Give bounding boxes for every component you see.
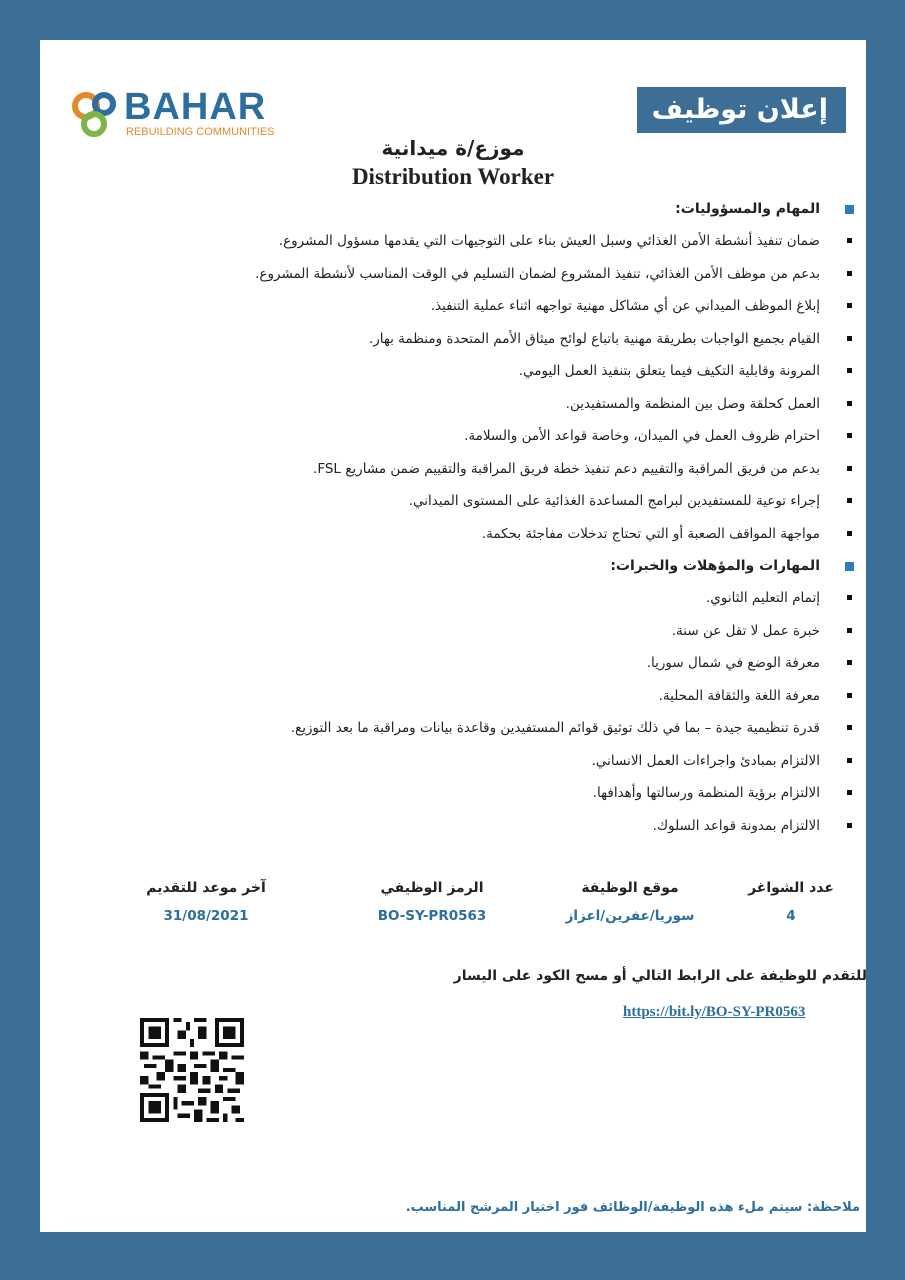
- job-announcement-page: [40, 40, 866, 1232]
- list-item: العمل كحلقة وصل بين المنظمة والمستفيدين.: [150, 395, 858, 428]
- job-code-column: [357, 880, 507, 924]
- list-item: الالتزام بمدونة قواعد السلوك.: [150, 817, 858, 850]
- bullet-icon: [847, 498, 852, 503]
- bahar-logo-icon: [70, 90, 122, 140]
- location-label: موقع الوظيفة: [581, 880, 679, 896]
- bullet-icon: [847, 758, 852, 763]
- bullet-icon: [847, 790, 852, 795]
- bullet-icon: [847, 238, 852, 243]
- list-item: معرفة اللغة والثقافة المحلية.: [150, 687, 858, 720]
- vacancies-label: عدد الشواغر: [748, 880, 834, 896]
- list-item: إبلاغ الموظف الميداني عن أي مشاكل مهنية تواجهه اثناء عملية التنفيذ.: [150, 297, 858, 330]
- bullet-icon: [847, 368, 852, 373]
- job-ad-banner: إعلان توظيف: [637, 87, 846, 133]
- list-item: بدعم من موظف الأمن الغذائي، تنفيذ المشروع لضمان التسليم في الوقت المناسب لأنشطة المشروع.: [150, 265, 858, 298]
- section-bullet-icon: [845, 562, 854, 571]
- list-item: خبرة عمل لا تقل عن سنة.: [150, 622, 858, 655]
- location-value: سوريا/عفرين/اعزاز: [565, 908, 695, 924]
- apply-instruction: للتقدم للوظيفة على الرابط التالي أو مسح الكود على اليسار: [453, 968, 867, 984]
- vacancies-column: [716, 880, 866, 924]
- list-item: احترام ظروف العمل في الميدان، وخاصة قواعد الأمن والسلامة.: [150, 427, 858, 460]
- list-item: الالتزام بمبادئ واجراءات العمل الانساني.: [150, 752, 858, 785]
- vacancies-value: 4: [786, 908, 796, 924]
- bullet-icon: [847, 693, 852, 698]
- job-code-value: BO-SY-PR0563: [377, 908, 487, 924]
- apply-link[interactable]: https://bit.ly/BO-SY-PR0563: [623, 1004, 806, 1020]
- responsibilities-heading: المهام والمسؤوليات:: [150, 200, 858, 232]
- section-bullet-icon: [845, 205, 854, 214]
- job-code-label: الرمز الوظيفي: [380, 880, 484, 896]
- list-item: معرفة الوضع في شمال سوريا.: [150, 654, 858, 687]
- bullet-icon: [847, 336, 852, 341]
- bullet-icon: [847, 725, 852, 730]
- list-item: ضمان تنفيذ أنشطة الأمن الغذائي وسبل العيش بناء على التوجيهات التي يقدمها مسؤول المشروع.: [150, 232, 858, 265]
- list-item: قدرة تنظيمية جيدة – بما في ذلك توثيق قوائم المستفيدين وقاعدة بيانات ومراقبة ما بعد التوزيع.: [150, 719, 858, 752]
- job-content: [150, 200, 858, 849]
- bullet-icon: [847, 401, 852, 406]
- list-item: إتمام التعليم الثانوي.: [150, 589, 858, 622]
- job-title-english: Distribution Worker: [351, 164, 555, 189]
- bullet-icon: [847, 433, 852, 438]
- bullet-icon: [847, 303, 852, 308]
- job-details: [40, 880, 866, 940]
- bullet-icon: [847, 628, 852, 633]
- list-item: إجراء توعية للمستفيدين لبرامج المساعدة الغذائية على المستوى الميداني.: [150, 492, 858, 525]
- list-item: القيام بجميع الواجبات بطريقة مهنية باتباع لوائح ميثاق الأمم المتحدة ومنظمة بهار.: [150, 330, 858, 363]
- bullet-icon: [847, 271, 852, 276]
- bullet-icon: [847, 466, 852, 471]
- bullet-icon: [847, 660, 852, 665]
- qr-code-icon[interactable]: [140, 1018, 244, 1122]
- job-title-arabic: موزع/ة ميدانية: [381, 136, 525, 160]
- bullet-icon: [847, 531, 852, 536]
- deadline-value: 31/08/2021: [163, 908, 249, 924]
- qualifications-heading: المهارات والمؤهلات والخبرات:: [150, 557, 858, 589]
- bullet-icon: [847, 823, 852, 828]
- footer-note: ملاحظة: سيتم ملء هذه الوظيفة/الوظائف فور اختيار المرشح المناسب.: [405, 1200, 860, 1215]
- location-column: [555, 880, 705, 924]
- list-item: الالتزام برؤية المنظمة ورسالتها وأهدافها.: [150, 784, 858, 817]
- deadline-column: [131, 880, 281, 924]
- deadline-label: آخر موعد للتقديم: [146, 880, 266, 896]
- list-item: بدعم من فريق المراقبة والتقييم دعم تنفيذ خطة فريق المراقبة والتقييم ضمن مشاريع FSL.: [150, 460, 858, 493]
- logo-name: BAHAR: [124, 86, 267, 128]
- logo-tagline: REBUILDING COMMUNITIES: [126, 126, 275, 138]
- list-item: المرونة وقابلية التكيف فيما يتعلق بتنفيذ العمل اليومي.: [150, 362, 858, 395]
- bullet-icon: [847, 595, 852, 600]
- list-item: مواجهة المواقف الصعبة أو التي تحتاج تدخلات مفاجئة بحكمة.: [150, 525, 858, 558]
